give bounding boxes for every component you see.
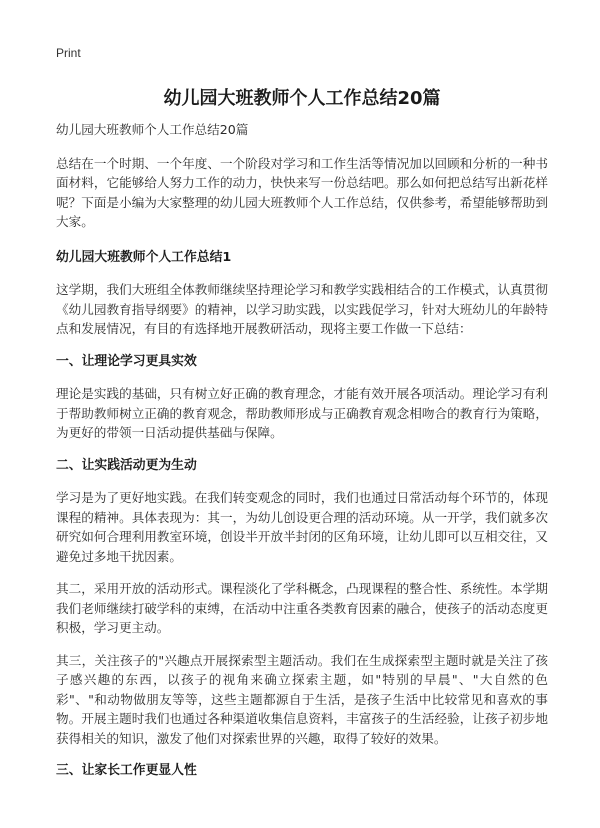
print-link[interactable]: Print (56, 46, 81, 60)
intro-paragraph: 总结在一个时期、一个年度、一个阶段对学习和工作生活等情况加以回顾和分析的一种书面材料，它能够给人努力工作的动力，快快来写一份总结吧。那么如何把总结写出新花样呢？下面是小编为大家整理的幼儿园大班教师个人工作总结，仅供参考，希望能够帮助到大家。 (56, 155, 548, 229)
article-subtitle: 幼儿园大班教师个人工作总结20篇 (56, 122, 249, 137)
practice-paragraph-3: 其三，关注孩子的"兴趣点开展探索型主题活动。我们在生成探索型主题时就是关注了孩子感兴趣的东西，以孩子的视角来确立探索主题，如"特别的早晨"、"大自然的色彩"、"和动物做朋友等等，这些主题都源自于生活，是孩子生活中比较常见和喜欢的事物。开展主题时我们也通过各种渠道收集信息资料，丰富孩子的生活经验，让孩子初步地获得相关的知识，激发了他们对探索世界的兴趣，取得了较好的效果。 (56, 652, 548, 746)
practice-paragraph-1: 学习是为了更好地实践。在我们转变观念的同时，我们也通过日常活动每个环节的，体现课程的精神。具体表现为：其一，为幼儿创设更合理的活动环境。从一开学，我们就多次研究如何合理利用教室环境，创设半开放半封闭的区角环境，让幼儿即可以互相交往，又避免过多地干扰因素。 (56, 490, 548, 564)
heading-parents: 三、让家长工作更显人性 (56, 763, 197, 778)
heading-theory: 一、让理论学习更具实效 (56, 353, 197, 369)
page-title: 幼儿园大班教师个人工作总结20篇 (163, 88, 441, 109)
practice-paragraph-2: 其二，采用开放的活动形式。课程淡化了学科概念，凸现课程的整合性、系统性。本学期我们老师继续打破学科的束缚，在活动中注重各类教育因素的融合，使孩子的活动态度更积极，学习更主动。 (56, 581, 548, 635)
section-title: 幼儿园大班教师个人工作总结1 (56, 249, 232, 265)
theory-paragraph: 理论是实践的基础，只有树立好正确的教育理念，才能有效开展各项活动。理论学习有利于帮助教师树立正确的教育观念，帮助教师形成与正确教育观念相吻合的教育行为策略，为更好的带领一日活动提供基础与保障。 (56, 386, 548, 440)
section-intro-paragraph: 这学期，我们大班组全体教师继续坚持理论学习和教学实践相结合的工作模式，认真贯彻《幼儿园教育指导纲要》的精神，以学习助实践，以实践促学习，针对大班幼儿的年龄特点和发展情况，有目的有选择地开展教研活动，现将主要工作做一下总结： (56, 282, 548, 336)
article-body (56, 120, 548, 781)
heading-practice: 二、让实践活动更为生动 (56, 457, 197, 473)
